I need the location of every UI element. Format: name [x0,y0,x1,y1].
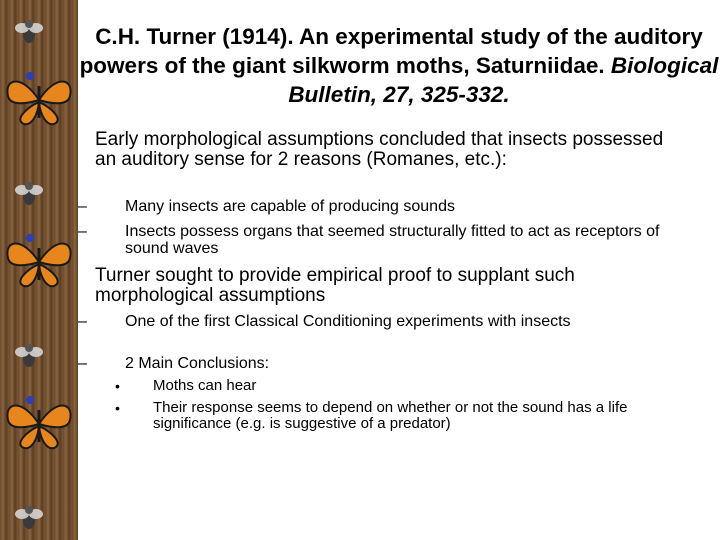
fly-icon [12,14,46,48]
butterfly-icon [2,72,76,128]
fly-icon [12,500,46,534]
bullet-level2: Insects possess organs that seemed structurally fitted to act as receptors of sound waves [125,223,660,257]
butterfly-icon [2,234,76,290]
dash-marker: – [78,198,87,215]
bullet-level3: Moths can hear [153,377,257,394]
bullet-level2: Many insects are capable of producing sounds [125,198,455,215]
butterfly-icon [2,396,76,452]
bullet-level1: Early morphological assumptions concluded that insects possessed an auditory sense for 2 reasons (Romanes, etc.): [95,129,664,170]
dash-marker: – [78,355,87,372]
bullet-level1: Turner sought to provide empirical proof to supplant such morphological assumptions [95,265,575,306]
bullet-dot-marker: • [115,378,120,394]
fly-icon [12,176,46,210]
bullet-level2: One of the first Classical Conditioning experiments with insects [125,313,571,330]
bullet-level3: Their response seems to depend on whether or not the sound has a life significance (e.g. is suggestive of a predator) [153,399,628,432]
slide-title [78,22,720,109]
bullet-dot-marker: • [115,400,120,416]
fly-icon [12,338,46,372]
title-journal: Biological Bulletin, 27, 325-332. [288,53,719,107]
dash-marker: – [78,223,87,240]
slide-content [78,0,720,540]
title-citation: C.H. Turner (1914). An experimental study of the auditory powers of the giant silkworm moths, Saturniidae. [79,24,703,78]
decorative-sidebar [0,0,78,540]
dash-marker: – [78,313,87,330]
bullet-level2: 2 Main Conclusions: [125,355,270,372]
